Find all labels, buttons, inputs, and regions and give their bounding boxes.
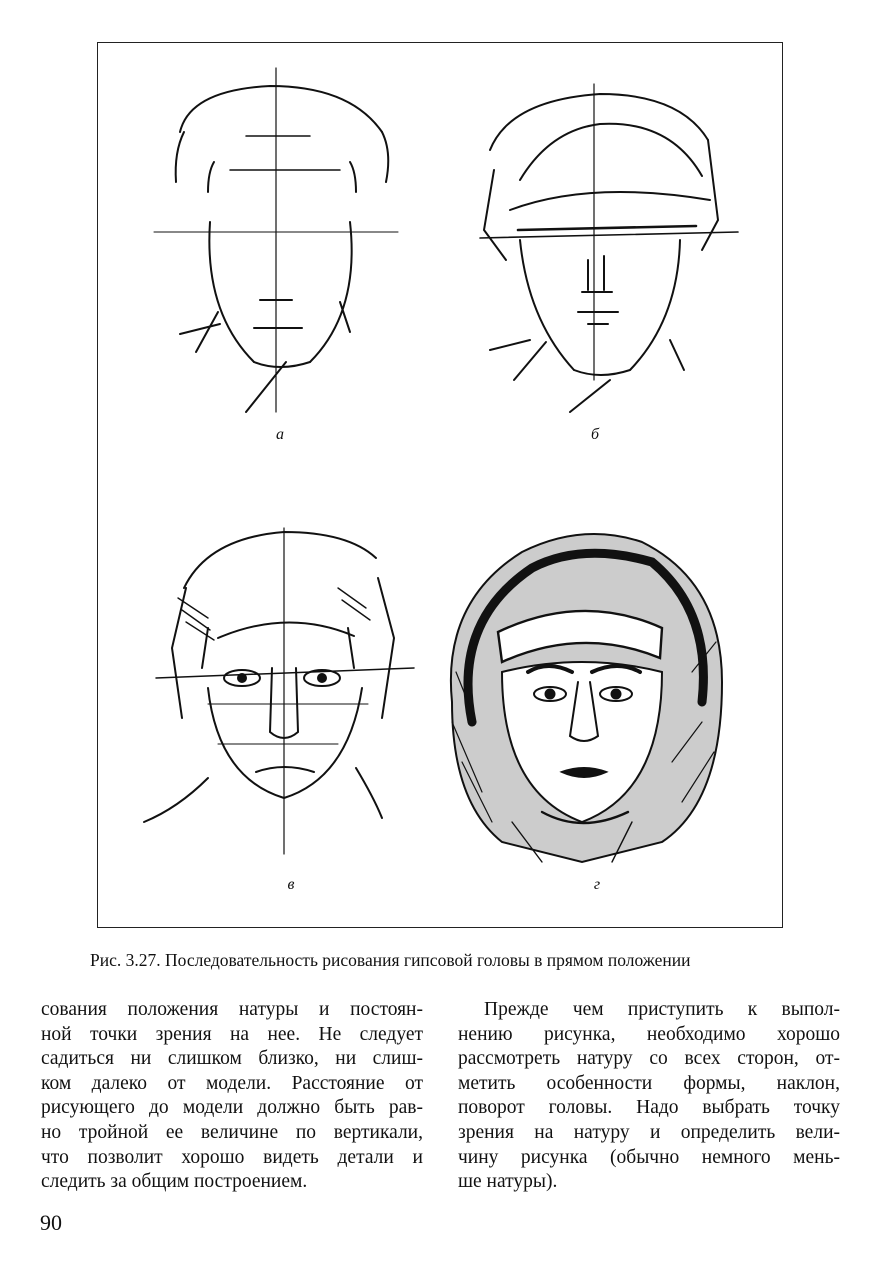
head-construction-sketch-icon — [470, 80, 745, 420]
text-line: ше натуры). — [458, 1171, 558, 1193]
text-line: метить особенности формы, наклон, — [458, 1072, 840, 1094]
text-line: ком далеко от модели. Расстояние от — [41, 1072, 423, 1094]
head-features-sketch-icon — [138, 518, 420, 858]
text-line: садиться ни слишком близко, ни слиш- — [41, 1048, 423, 1070]
text-line: нению рисунка, необходимо хорошо — [458, 1023, 840, 1045]
text-column-right — [458, 998, 840, 1195]
text-line: что позволит хорошо видеть детали и — [41, 1146, 423, 1168]
text-line: но тройной ее величине по вертикали, — [41, 1121, 423, 1143]
panel-label-v: в — [287, 876, 295, 893]
panel-label-b: б — [590, 426, 600, 443]
head-outline-sketch-icon — [150, 62, 410, 422]
text-line: сования положения натуры и постоян- — [41, 999, 423, 1020]
text-line: рисующего до модели должно быть рав- — [41, 1097, 423, 1119]
text-line: Прежде чем приступить к выпол- — [484, 999, 840, 1020]
panel-label-a: а — [276, 426, 284, 443]
text-line: зрения на натуру и определить вели- — [458, 1121, 840, 1143]
text-line: чину рисунка (обычно немного мень- — [458, 1146, 840, 1168]
figure-caption: Рис. 3.27. Последовательность рисования гипсовой головы в прямом положении — [90, 950, 691, 970]
text-line: рассмотреть натуру со всех сторон, от- — [458, 1048, 840, 1070]
head-shaded-drawing-icon — [432, 522, 732, 872]
page-number: 90 — [40, 1210, 62, 1235]
panel-label-g: г — [593, 876, 601, 893]
text-line: следить за общим построением. — [41, 1171, 308, 1193]
text-line: ной точки зрения на нее. Не следует — [41, 1023, 423, 1045]
text-line: поворот головы. Надо выбрать точку — [458, 1097, 840, 1119]
text-column-left — [41, 998, 423, 1195]
